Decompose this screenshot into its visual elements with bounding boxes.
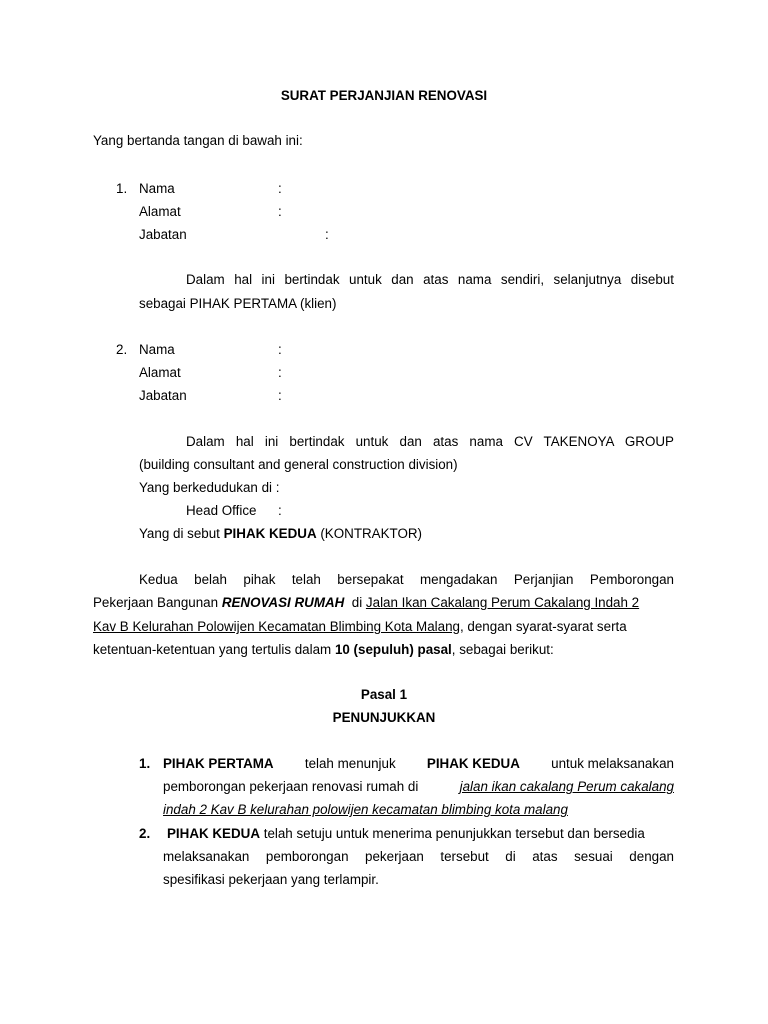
party2-name-colon: :	[278, 342, 282, 357]
pasal1-item1-l2-pre: pemborongan pekerjaan renovasi rumah di	[163, 779, 423, 794]
party2-description-line1: Dalam hal ini bertindak untuk dan atas nama CV TAKENOYA GROUP	[186, 434, 674, 449]
party1-position-label: Jabatan	[139, 227, 187, 242]
agreement-line4	[93, 642, 554, 658]
party2-position-colon: :	[278, 388, 282, 403]
party2-called-pre: Yang di sebut	[139, 526, 224, 541]
party1-desc-word: nama	[457, 272, 492, 287]
party2-office-label: Head Office	[186, 503, 257, 518]
party1-desc-word: dan	[391, 272, 414, 287]
agreement-l4-count: 10 (sepuluh) pasal	[334, 642, 452, 657]
pasal1-item2-line3: spesifikasi pekerjaan yang terlampir.	[163, 872, 379, 887]
party1-position-colon: :	[325, 227, 329, 242]
party2-name-label: Nama	[139, 342, 175, 357]
party1-desc-word: bertindak	[284, 272, 340, 287]
pasal1-item1-line2	[163, 779, 674, 795]
party2-office-colon: :	[278, 503, 282, 518]
pasal1-item2-l1-post: telah setuju untuk menerima penunjukkan tersebut dan bersedia	[260, 826, 645, 841]
agreement-l2-mid: di	[344, 595, 366, 610]
party1-desc-word: hal	[234, 272, 253, 287]
party2-description-line2: (building consultant and general construction division)	[139, 457, 458, 472]
party1-description-line2: sebagai PIHAK PERTAMA (klien)	[139, 296, 337, 311]
agreement-l3-location: Kav B Kelurahan Polowijen Kecamatan Blimbing Kota Malang	[93, 619, 460, 634]
agreement-l4-pre: ketentuan-ketentuan yang tertulis dalam	[93, 642, 335, 657]
pasal1-item1-text2: untuk melaksanakan	[551, 756, 674, 771]
pasal1-subheading: PENUNJUKKAN	[332, 710, 436, 725]
agreement-l2-location: Jalan Ikan Cakalang Perum Cakalang Indah 2	[365, 595, 640, 610]
party1-description-line1	[186, 272, 674, 288]
pasal1-item2-number: 2.	[139, 826, 151, 841]
party2-called-post: (KONTRAKTOR)	[316, 526, 423, 541]
pasal1-item1-line1	[163, 756, 674, 772]
party2-domicile: Yang berkedudukan di :	[139, 480, 280, 495]
party2-called-bold: PIHAK KEDUA	[223, 526, 317, 541]
pasal1-item2-line1	[167, 826, 645, 842]
agreement-l4-post: , sebagai berikut:	[451, 642, 554, 657]
pasal1-item2-party2: PIHAK KEDUA	[167, 826, 260, 841]
pasal1-item1-party2: PIHAK KEDUA	[426, 756, 520, 771]
intro-text: Yang bertanda tangan di bawah ini:	[93, 133, 303, 148]
party1-address-label: Alamat	[139, 204, 181, 219]
agreement-l2-project: RENOVASI RUMAH	[221, 595, 345, 610]
party1-desc-word: sendiri,	[500, 272, 545, 287]
pasal1-item1-text1: telah menunjuk	[304, 756, 396, 771]
party2-position-label: Jabatan	[139, 388, 187, 403]
party1-desc-word: ini	[261, 272, 275, 287]
pasal1-item1-party1: PIHAK PERTAMA	[163, 756, 274, 771]
party1-desc-word: selanjutnya	[553, 272, 622, 287]
agreement-line1: Kedua belah pihak telah bersepakat mengadakan Perjanjian Pemborongan	[139, 572, 674, 587]
party2-called	[139, 526, 422, 542]
pasal1-heading: Pasal 1	[360, 687, 408, 702]
party2-address-colon: :	[278, 365, 282, 380]
party1-desc-word: untuk	[349, 272, 382, 287]
party2-address-label: Alamat	[139, 365, 181, 380]
party1-number: 1.	[116, 181, 128, 196]
agreement-line3	[93, 619, 627, 635]
agreement-l3-post: , dengan syarat-syarat serta	[459, 619, 627, 634]
party1-name-colon: :	[278, 181, 282, 196]
party1-desc-word: disebut	[630, 272, 674, 287]
pasal1-item1-number: 1.	[139, 756, 151, 771]
pasal1-item1-line3: indah 2 Kav B kelurahan polowijen kecamatan blimbing kota malang	[163, 802, 568, 817]
pasal1-item1-l2-location: jalan ikan cakalang Perum cakalang	[459, 779, 674, 794]
agreement-l2-pre: Pekerjaan Bangunan	[93, 595, 222, 610]
party1-name-label: Nama	[139, 181, 175, 196]
party1-desc-word: atas	[423, 272, 449, 287]
document-title: SURAT PERJANJIAN RENOVASI	[280, 88, 488, 103]
party2-number: 2.	[116, 342, 128, 357]
party1-desc-word: Dalam	[186, 272, 225, 287]
agreement-line2	[93, 595, 639, 611]
party1-address-colon: :	[278, 204, 282, 219]
pasal1-item2-line2: melaksanakan pemborongan pekerjaan tersebut di atas sesuai dengan	[163, 849, 674, 864]
